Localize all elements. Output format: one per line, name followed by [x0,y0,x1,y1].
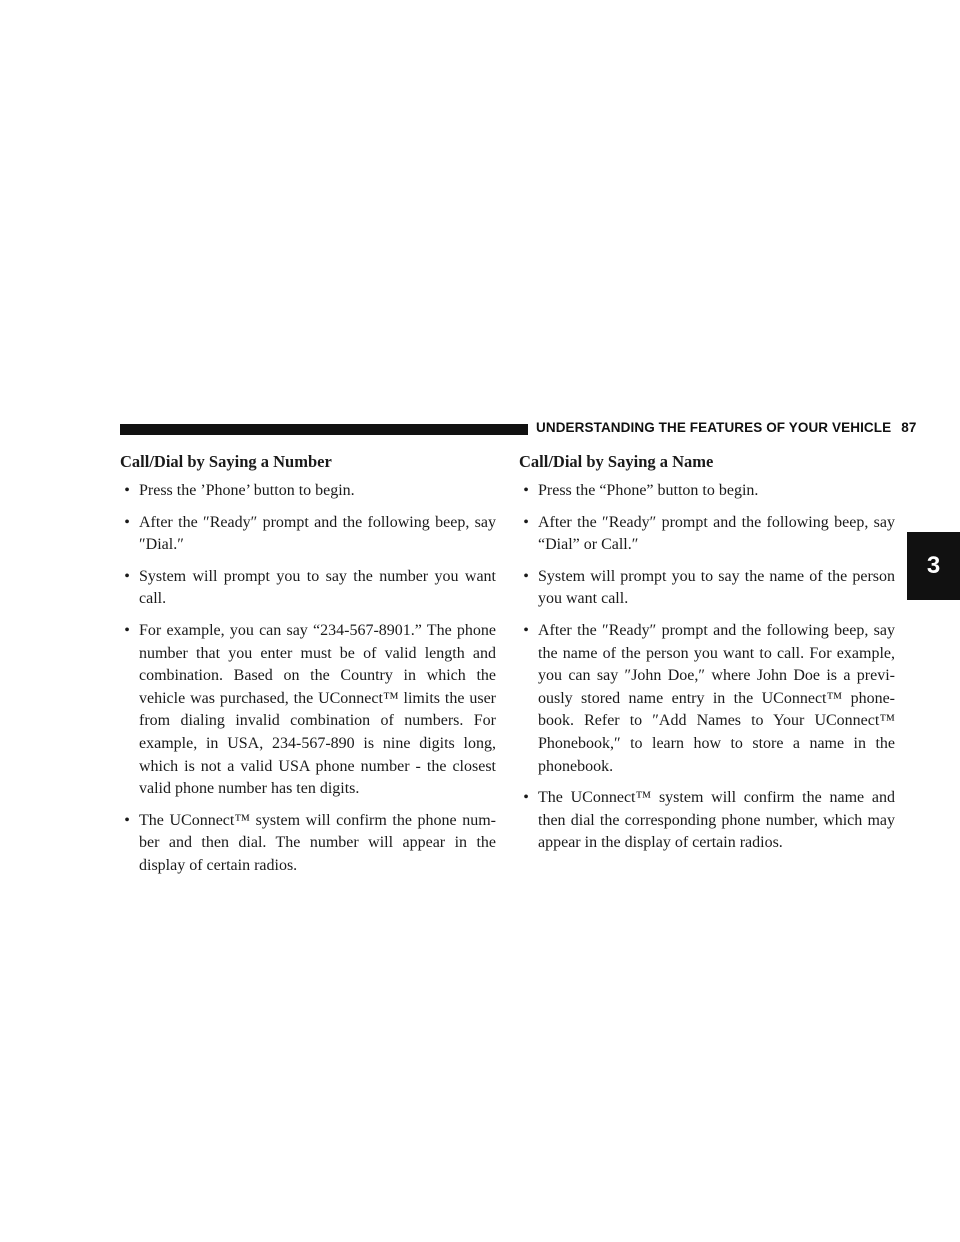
running-header-title: UNDERSTANDING THE FEATURES OF YOUR VEHICLE [536,420,892,435]
list-item: • System will prompt you to say the number you want call. [120,566,496,611]
left-column [120,451,496,887]
bullet-icon: • [523,482,529,499]
bullet-icon: • [124,811,130,829]
running-header [536,419,917,437]
list-item: • The UConnect™ system will confirm the phone num-ber and then dial. The number will appear in the display of certain radios. [120,810,496,878]
bullet-icon: • [523,789,529,807]
bullet-icon: • [124,567,130,585]
bullet-icon: • [523,513,529,531]
page-number: 87 [901,420,917,435]
right-column [519,451,895,864]
list-item: • After the ″Ready″ prompt and the following beep, say “Dial” or Call.″ [519,512,895,557]
bullet-icon: • [523,621,529,639]
list-item: • Press the ’Phone’ button to begin. [120,480,496,503]
list-item: • The UConnect™ system will confirm the name and then dial the corresponding phone number, which may appear in the display of certain radios. [519,787,895,855]
bullet-icon: • [124,621,130,639]
list-item: • After the ″Ready″ prompt and the following beep, say the name of the person you want to call. For example, you can say ″John Doe,″ where John Doe is a previ-ously stored name entry in the UConnect™ phone-book. Refer to ″Add Names to Your UConnect™ Phonebook,″ to learn how to store a name in the phonebook. [519,620,895,778]
list-item: • For example, you can say “234-567-8901.” The phone number that you enter must be of valid length and combination. Based on the Country in which the vehicle was purchased, the UConnect™ limits the user from dialing invalid combination of numbers. For example, in USA, 234-567-890 is nine digits long, which is not a valid USA phone number - the closest valid phone number has ten digits. [120,620,496,801]
right-bullet-list [519,480,895,855]
section-heading-name: Call/Dial by Saying a Name [519,452,714,471]
list-item: • Press the “Phone” button to begin. [519,480,895,503]
list-item: • After the ″Ready″ prompt and the following beep, say ″Dial.″ [120,512,496,557]
list-item: • System will prompt you to say the name of the person you want call. [519,566,895,611]
bullet-icon: • [523,567,529,585]
section-heading-number: Call/Dial by Saying a Number [120,452,332,471]
bullet-icon: • [124,482,130,499]
bullet-icon: • [124,513,130,531]
chapter-tab: 3 [907,532,960,600]
left-bullet-list [120,480,496,878]
header-rule [120,424,528,435]
